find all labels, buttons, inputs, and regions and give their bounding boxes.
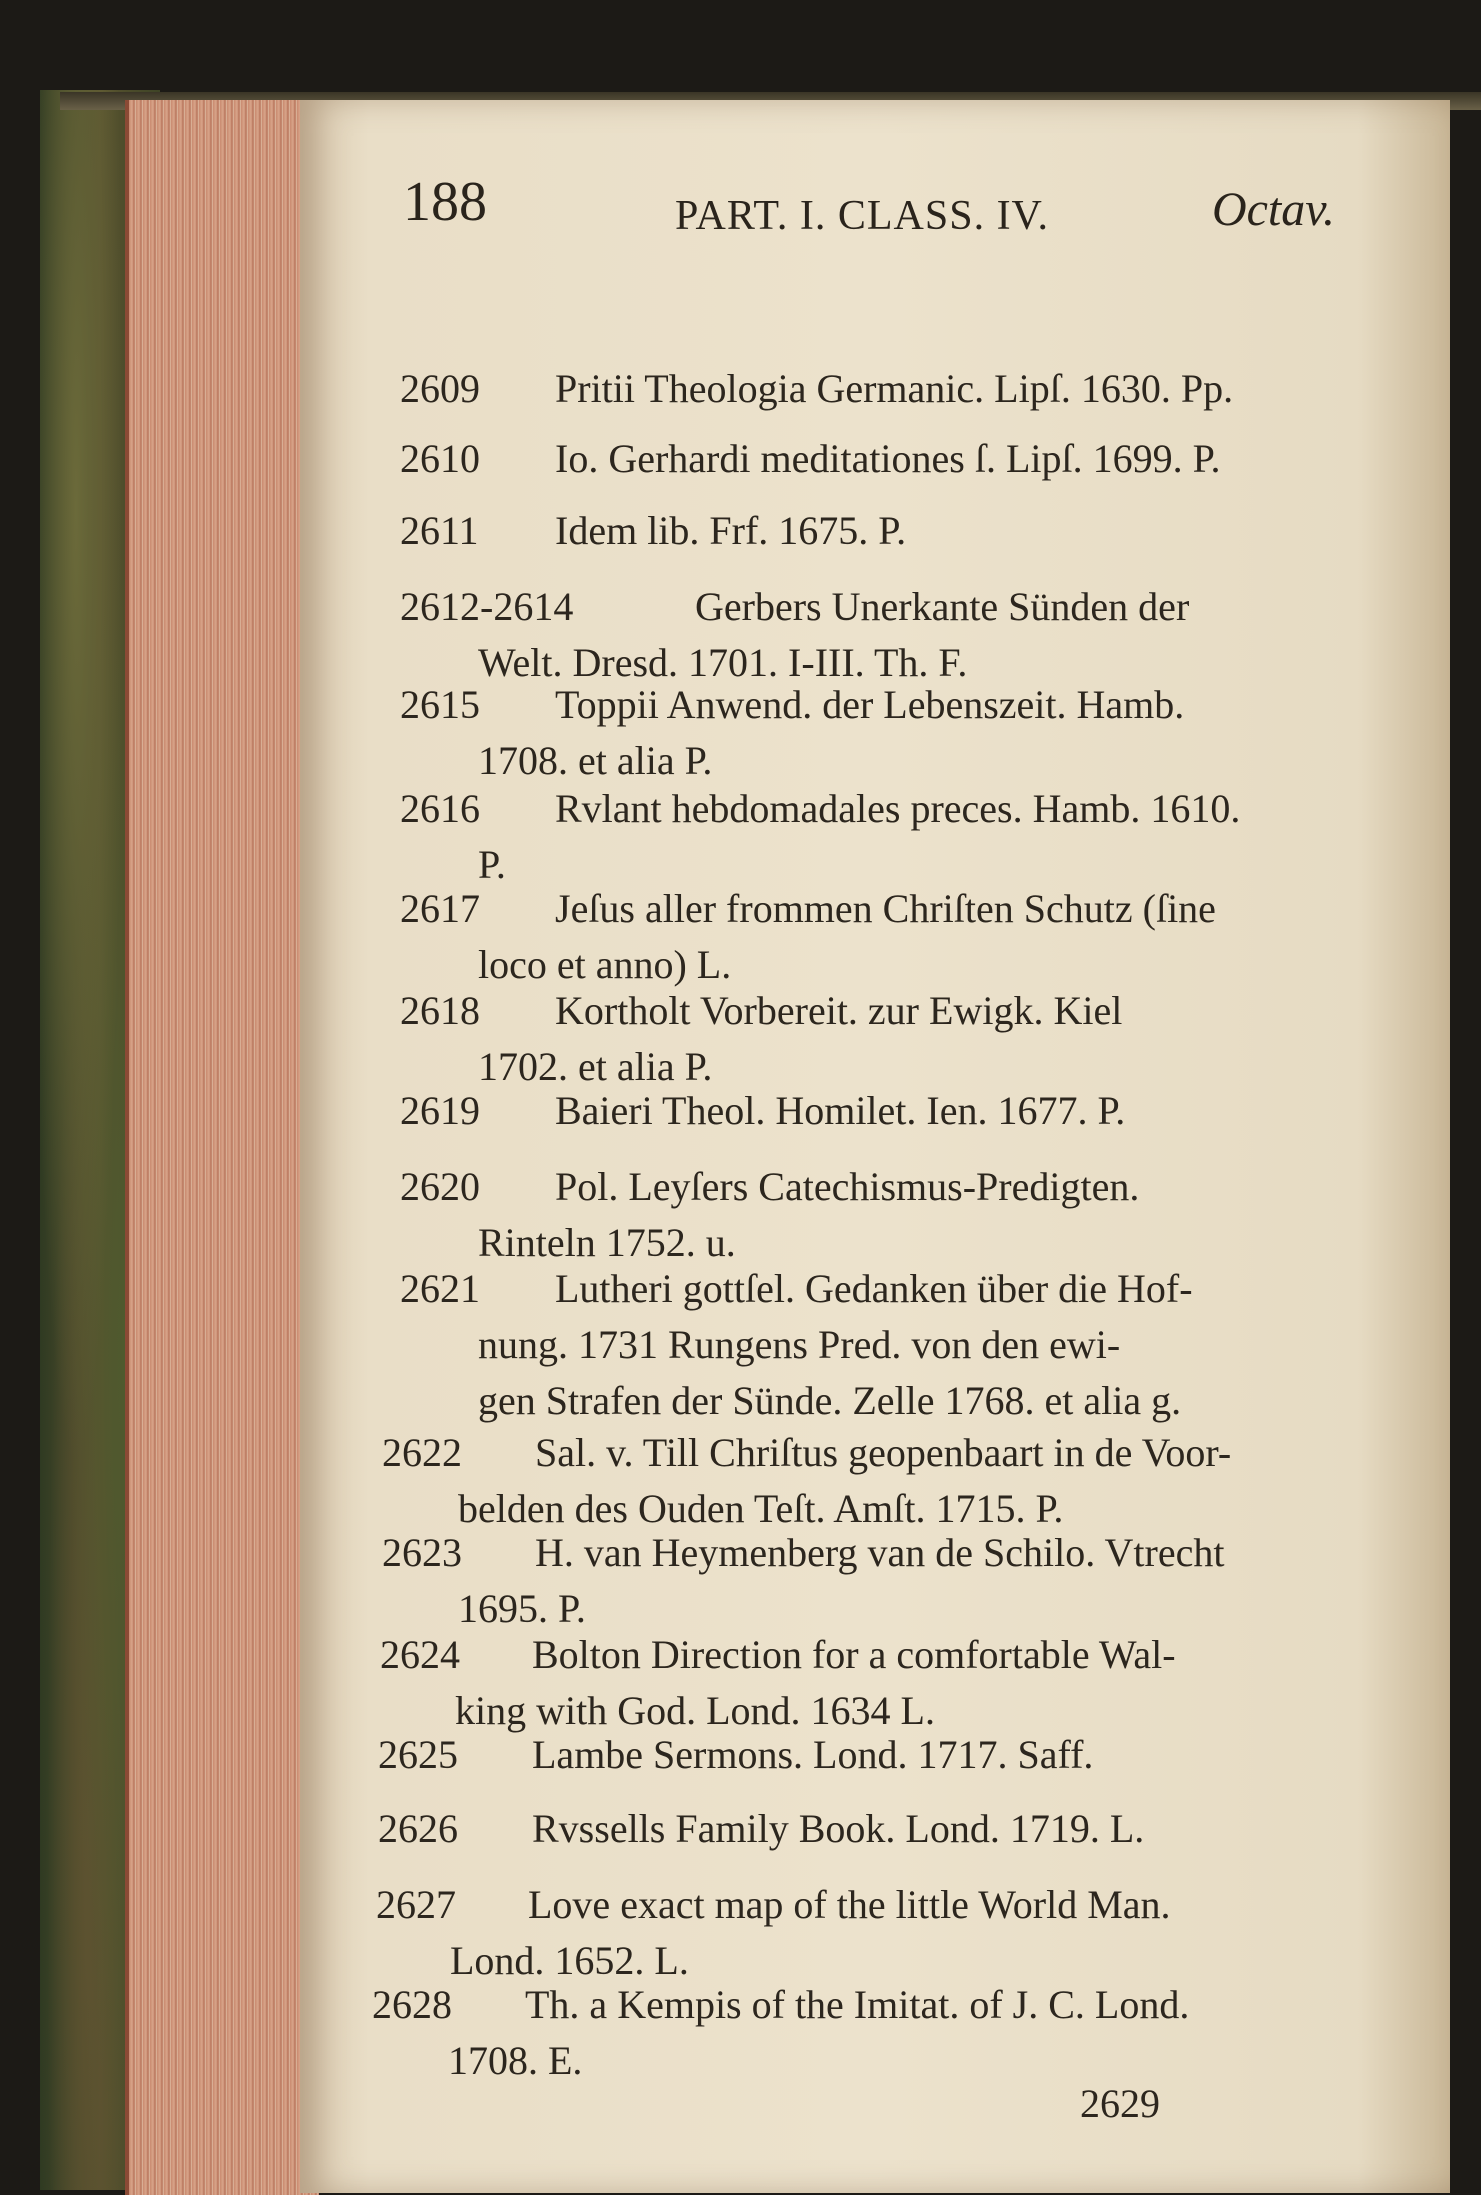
entry-text: Th. a Kempis of the Imitat. of J. C. Lond.: [525, 1982, 1190, 2027]
entry-text-continued: P.: [478, 842, 506, 887]
entry-number: 2617: [400, 886, 480, 931]
entry-number: 2628: [372, 1982, 452, 2027]
entry-number: 2619: [400, 1088, 480, 1133]
entry-text-continued: loco et anno) L.: [478, 942, 732, 987]
entry-text: Pol. Leyſers Catechismus-Predigten.: [555, 1164, 1140, 1209]
entry-text: Bolton Direction for a comfortable Wal-: [532, 1632, 1176, 1677]
entry-text: H. van Heymenberg van de Schilo. Vtrecht: [535, 1530, 1225, 1575]
entry-text-continued: Rinteln 1752. u.: [478, 1220, 736, 1265]
entry-text-continued: Lond. 1652. L.: [450, 1938, 689, 1983]
entry-text: Pritii Theologia Germanic. Lipſ. 1630. Pp.: [555, 366, 1234, 411]
entry-number: 2610: [400, 436, 480, 481]
page-header: [300, 170, 1450, 250]
entry-number: 2612-2614: [400, 584, 574, 629]
entry-number: 2615: [400, 682, 480, 727]
entry-number: 2621: [400, 1266, 480, 1311]
entry-text: Lambe Sermons. Lond. 1717. Saff.: [532, 1732, 1094, 1777]
page-number: 188: [403, 171, 487, 233]
entry-text-continued: 1695. P.: [458, 1586, 586, 1631]
entry-text: Kortholt Vorbereit. zur Ewigk. Kiel: [555, 988, 1123, 1033]
entry-number: 2618: [400, 988, 480, 1033]
entry-text: Rvlant hebdomadales preces. Hamb. 1610.: [555, 786, 1241, 831]
entry-text: Toppii Anwend. der Lebenszeit. Hamb.: [555, 682, 1185, 727]
entry-text: Io. Gerhardi meditationes ſ. Lipſ. 1699. P.: [555, 436, 1221, 481]
entry-number: 2625: [378, 1732, 458, 1777]
entry-text: Rvssells Family Book. Lond. 1719. L.: [532, 1806, 1145, 1851]
entry-text: Baieri Theol. Homilet. Ien. 1677. P.: [555, 1088, 1126, 1133]
format-label: Octav.: [1211, 183, 1335, 236]
entry-number: 2611: [400, 508, 479, 553]
running-head: PART. I. CLASS. IV.: [675, 193, 1049, 239]
entry-text: Gerbers Unerkante Sünden der: [695, 584, 1190, 629]
entry-text-continued: king with God. Lond. 1634 L.: [455, 1688, 935, 1733]
entry-number: 2624: [380, 1632, 460, 1677]
entry-text-continued: gen Strafen der Sünde. Zelle 1768. et alia g.: [478, 1378, 1182, 1423]
entry-number: 2616: [400, 786, 480, 831]
entry-number: 2627: [376, 1882, 456, 1927]
page-edges: [125, 100, 319, 2195]
entry-number: 2626: [378, 1806, 458, 1851]
entry-number: 2622: [382, 1430, 462, 1475]
entry-text-continued: 1708. E.: [448, 2038, 583, 2083]
entry-text: Sal. v. Till Chriſtus geopenbaart in de Voor-: [535, 1430, 1232, 1475]
entry-text: Love exact map of the little World Man.: [528, 1882, 1171, 1927]
entry-text-continued: 1708. et alia P.: [478, 738, 713, 783]
entry-number: 2609: [400, 366, 480, 411]
entry-text-continued: belden des Ouden Teſt. Amſt. 1715. P.: [458, 1486, 1064, 1531]
entry-text: Jeſus aller frommen Chriſten Schutz (ſine: [555, 886, 1216, 931]
entry-number: 2623: [382, 1530, 462, 1575]
entry-number: 2620: [400, 1164, 480, 1209]
book-page: [300, 100, 1450, 2193]
entry-text-continued: Welt. Dresd. 1701. I-III. Th. F.: [478, 640, 968, 685]
entry-text-continued: nung. 1731 Rungens Pred. von den ewi-: [478, 1322, 1121, 1367]
entry-text-continued: 1702. et alia P.: [478, 1044, 713, 1089]
entry-text: Idem lib. Frf. 1675. P.: [555, 508, 907, 553]
catchword: 2629: [1080, 2081, 1160, 2126]
entry-text: Lutheri gottſel. Gedanken über die Hof-: [555, 1266, 1193, 1311]
